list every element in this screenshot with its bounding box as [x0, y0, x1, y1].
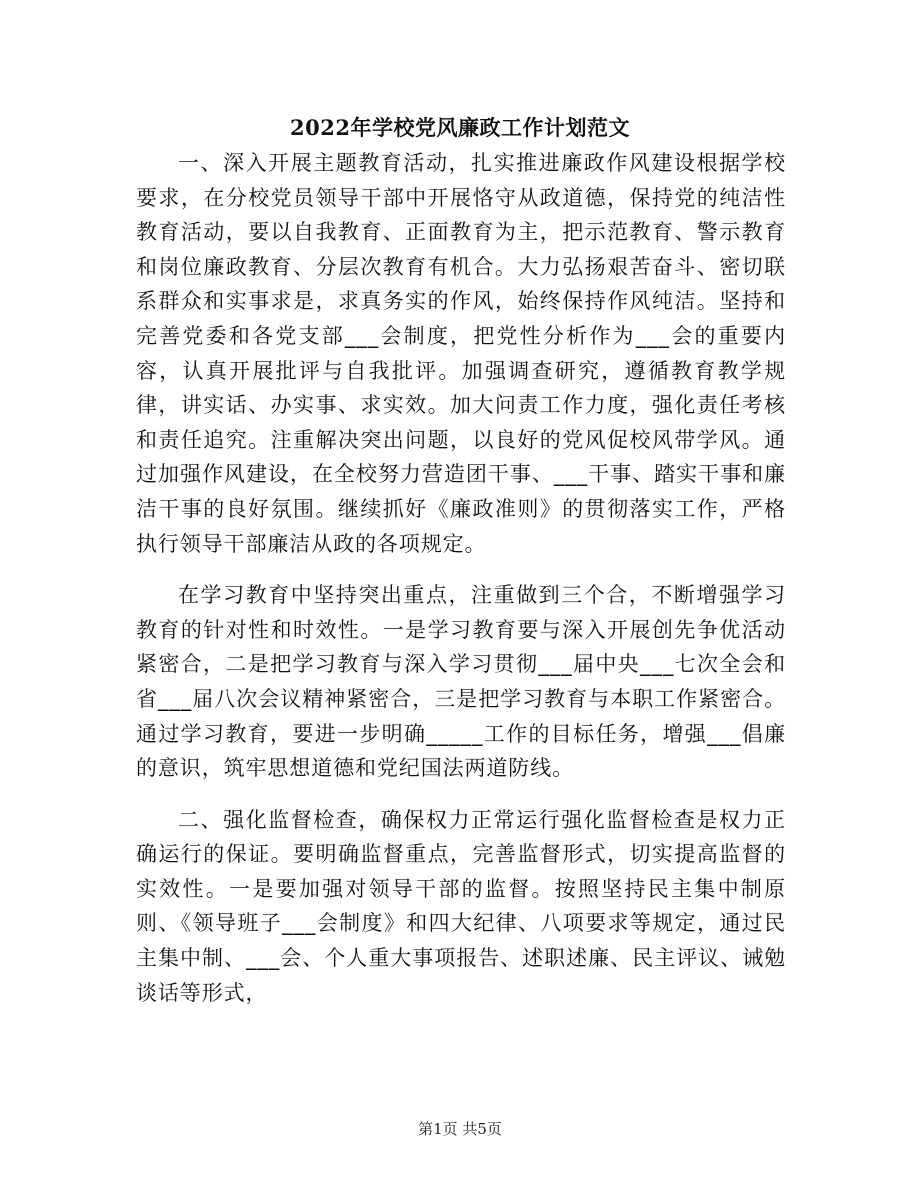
paragraph-1: 一、深入开展主题教育活动，扎实推进廉政作风建设根据学校要求，在分校党员领导干部中开展恪守从政道德，保持党的纯洁性教育活动，要以自我教育、正面教育为主，把示范教育、警示教育和岗位廉政教育、分层次教育有机合。大力弘扬艰苦奋斗、密切联系群众和实事求是，求真务实的作风，始终保持作风纯洁。坚持和完善党委和各党支部___会制度，把党性分析作为___会的重要内容，认真开展批评与自我批评。加强调查研究，遵循教育教学规律，讲实话、办实事、求实效。加大问责工作力度，强化责任考核和责任追究。注重解决突出问题，以良好的党风促校风带学风。通过加强作风建设，在全校努力营造团干事、___干事、踏实干事和廉洁干事的良好氛围。继续抓好《廉政准则》的贯彻落实工作，严格执行领导干部廉洁从政的各项规定。: [136, 151, 786, 556]
document-title: 2022年学校党风廉政工作计划范文: [290, 115, 630, 140]
document-body: [136, 146, 786, 1010]
paragraph-3: 二、强化监督检查，确保权力正常运行强化监督检查是权力正确运行的保证。要明确监督重点，完善监督形式，切实提高监督的实效性。一是要加强对领导干部的监督。按照坚持民主集中制原则、《领导班子___会制度》和四大纪律、八项要求等规定，通过民主集中制、___会、个人重大事项报告、述职述廉、民主评议、诫勉谈话等形式，: [136, 807, 786, 1005]
paragraph-2: 在学习教育中坚持突出重点，注重做到三个合，不断增强学习教育的针对性和时效性。一是学习教育要与深入开展创先争优活动紧密合，二是把学习教育与深入学习贯彻___届中央___七次全会和省___届八次会议精神紧密合，三是把学习教育与本职工作紧密合。通过学习教育，要进一步明确_____工作的目标任务，增强___倡廉的意识，筑牢思想道德和党纪国法两道防线。: [136, 583, 786, 781]
page-number: 第1页 共5页: [418, 1120, 502, 1138]
